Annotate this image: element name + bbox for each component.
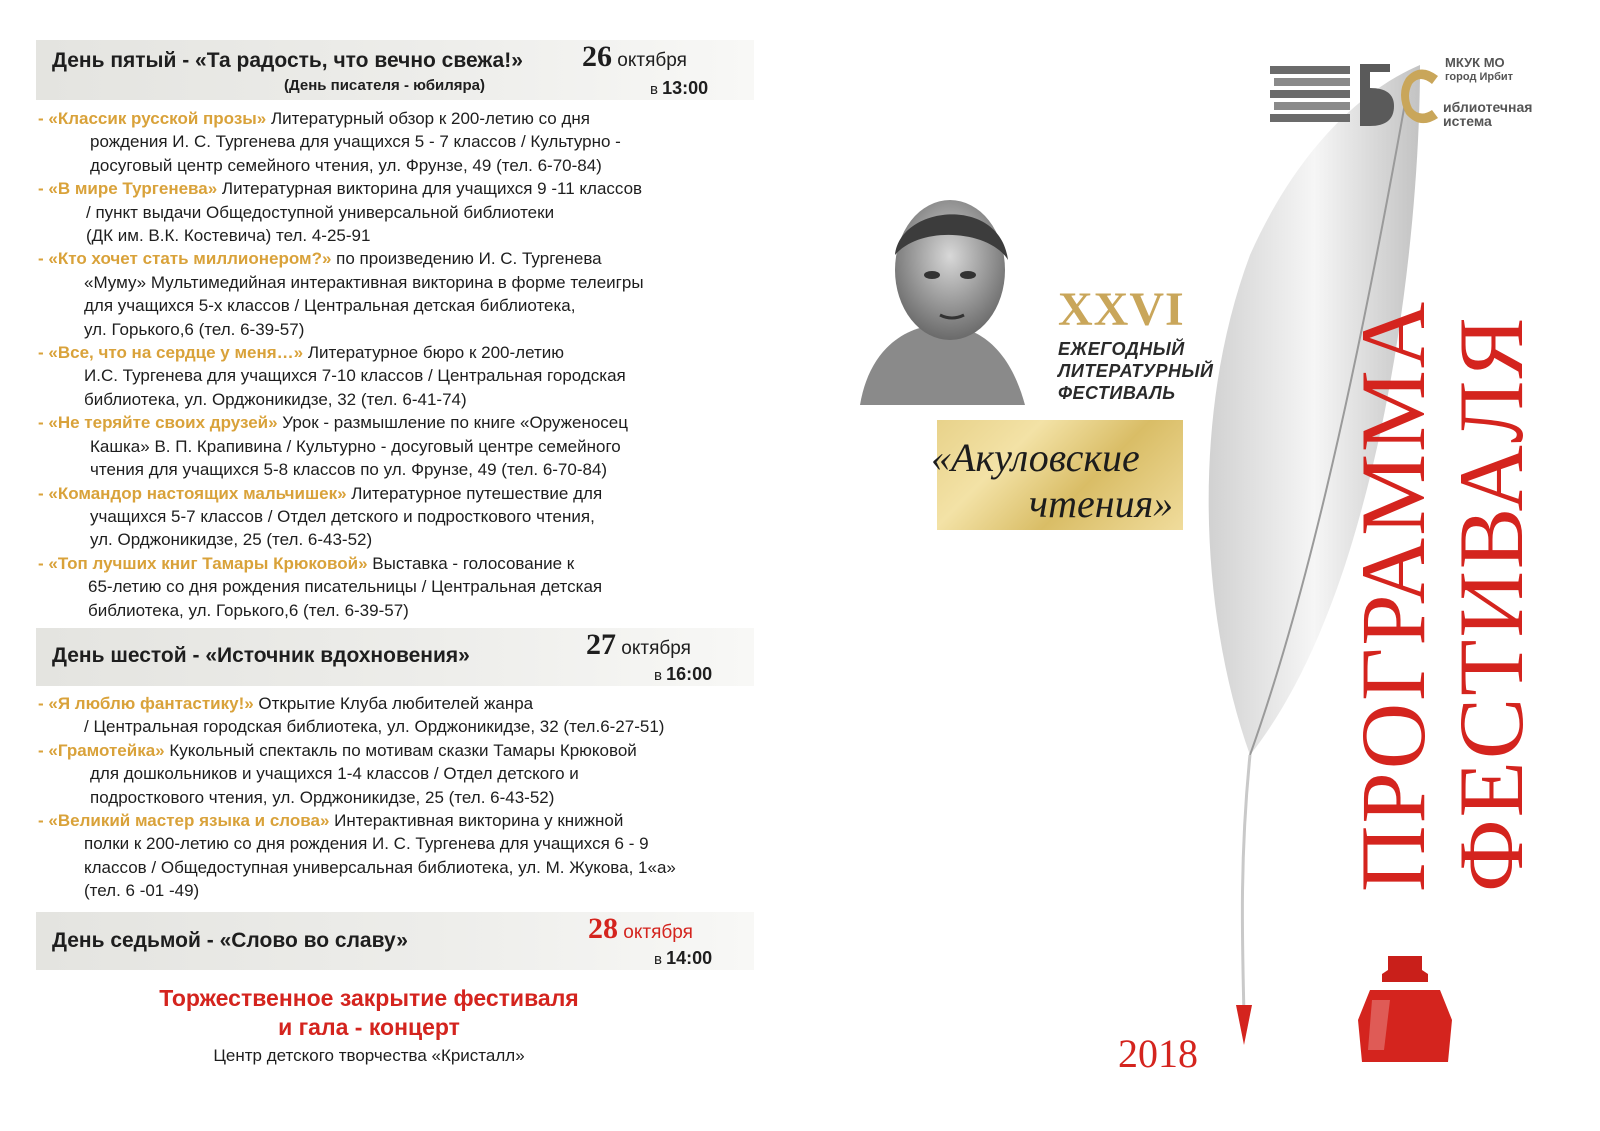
closing-venue: Центр детского творчества «Кристалл» — [213, 1046, 525, 1065]
day-five-header — [36, 40, 754, 100]
library-logo — [1270, 54, 1542, 134]
day-six-time — [654, 664, 712, 685]
logo-library-system — [1435, 100, 1532, 128]
event-description: Литературное путешествие для — [346, 483, 603, 503]
event-item — [38, 809, 758, 903]
day-six-title: День шестой - «Источник вдохновения» — [52, 644, 470, 667]
day-five-title: День пятый - «Та радость, что вечно свежа!» — [52, 49, 523, 72]
event-item — [38, 482, 758, 552]
event-details: / пункт выдачи Общедоступной универсальной библиотеки (ДК им. В.К. Костевича) тел. 4-25-91 — [86, 202, 555, 246]
event-description: Литературный обзор к 200-летию со дня — [266, 109, 590, 128]
event-details: И.С. Тургенева для учащихся 7-10 классов / Центральная городская библиотека, ул. Орджоникидзе, 32 (тел. 6-41-74) — [84, 366, 626, 409]
event-item — [38, 552, 758, 622]
festival-name-line-2: чтения» — [1029, 481, 1174, 526]
logo-organization — [1445, 56, 1513, 84]
day-seven-title: День седьмой - «Слово во славу» — [52, 929, 408, 952]
event-title: - «Великий мастер языка и слова» — [38, 811, 330, 831]
event-description: Урок - размышление по книге «Оруженосец — [277, 413, 628, 433]
event-details: / Центральная городская библиотека, ул. Орджоникидзе, 32 (тел.6-27-51) — [84, 717, 665, 737]
day-six-date — [586, 628, 691, 662]
vertical-title-festival: ФЕСТИВАЛЯ — [1440, 315, 1542, 892]
day-five-subtitle: (День писателя - юбиляра) — [284, 77, 485, 94]
event-description: Открытие Клуба любителей жанра — [253, 694, 534, 713]
festival-annual-label — [1058, 338, 1214, 404]
festival-number: XXVI — [1058, 283, 1185, 336]
event-title: - «Командор настоящих мальчишек» — [38, 483, 347, 503]
event-title: - «В мире Тургенева» — [38, 179, 218, 199]
logo-bib-line-2: истема — [1443, 113, 1492, 129]
event-details: Кашка» В. П. Крапивина / Культурно - досуговый центре семейного чтения для учащихся 5-8 классов по ул. Фрунзе, 49 (тел. 6-70-84) — [90, 436, 621, 480]
annual-line-1: ЕЖЕГОДНЫЙ — [1058, 339, 1185, 359]
annual-line-2: ЛИТЕРАТУРНЫЙ — [1058, 361, 1214, 381]
event-title: - «Все, что на сердце у меня…» — [38, 343, 304, 363]
day-five-time-prefix: в — [650, 81, 658, 98]
event-title: - «Кто хочет стать миллионером?» — [38, 249, 332, 269]
day-six-events — [38, 692, 758, 903]
day-six-time-value: 16:00 — [666, 664, 713, 684]
event-item — [38, 247, 758, 341]
vertical-title-program: ПРОГРАММА — [1342, 299, 1444, 892]
day-six-date-month: октября — [621, 638, 691, 659]
event-description: Кукольный спектакль по мотивам сказки Тамары Крюковой — [164, 740, 637, 760]
day-six-date-number: 27 — [586, 628, 616, 661]
festival-name-line-1: «Акуловские — [931, 435, 1140, 480]
festival-name-plate — [931, 420, 1183, 530]
day-seven-time-value: 14:00 — [666, 948, 713, 968]
event-description: по произведению И. С. Тургенева — [331, 249, 602, 269]
event-title: - «Я люблю фантастику!» — [38, 694, 254, 713]
day-five-date — [582, 40, 687, 74]
day-seven-date-month: октября — [623, 922, 693, 943]
day-five-events — [38, 107, 758, 622]
event-title: - «Не теряйте своих друзей» — [38, 413, 278, 433]
day-six-header — [36, 628, 754, 686]
event-details: рождения И. С. Тургенева для учащихся 5 - 7 классов / Культурно - досуговый центр семейного чтения, ул. Фрунзе, 49 (тел. 6-70-84) — [90, 132, 621, 175]
inkwell-icon — [1350, 950, 1460, 1070]
author-portrait-icon — [840, 175, 1040, 415]
event-item — [38, 411, 758, 481]
event-details: 65-летию со дня рождения писательницы / Центральная детская библиотека, ул. Горького,6 (тел. 6-39-57) — [88, 577, 603, 620]
annual-line-3: ФЕСТИВАЛЬ — [1058, 383, 1176, 403]
closing-title: Торжественное закрытие фестиваля — [159, 985, 579, 1011]
event-item — [38, 692, 758, 739]
festival-year: 2018 — [1118, 1031, 1198, 1076]
event-title: - «Грамотейка» — [38, 740, 165, 760]
event-description: Интерактивная викторина у книжной — [329, 811, 624, 831]
day-seven-time-prefix: в — [654, 951, 662, 968]
event-details: для дошкольников и учащихся 1-4 классов / Отдел детского и подросткового чтения, ул. Орджоникидзе, 25 (тел. 6-43-52) — [90, 764, 579, 807]
day-five-time-value: 13:00 — [662, 78, 709, 98]
closing-ceremony — [10, 984, 728, 1066]
logo-bib-line-1: иблиотечная — [1443, 99, 1533, 115]
event-title: - «Классик русской прозы» — [38, 109, 267, 128]
library-books-icon — [1270, 54, 1440, 134]
logo-org-line-1: МКУК МО — [1445, 55, 1505, 70]
day-five-date-number: 26 — [582, 40, 612, 73]
event-title: - «Топ лучших книг Тамары Крюковой» — [38, 553, 368, 573]
event-item — [38, 739, 758, 809]
event-description: Литературное бюро к 200-летию — [303, 343, 565, 363]
event-details: учащихся 5-7 классов / Отдел детского и подросткового чтения, ул. Орджоникидзе, 25 (тел. 6-43-52) — [90, 506, 595, 550]
day-seven-date-number: 28 — [588, 912, 618, 945]
event-item — [38, 177, 758, 247]
day-five-date-month: октября — [617, 50, 687, 71]
closing-subtitle: и гала - концерт — [278, 1014, 460, 1040]
cover-panel — [800, 0, 1600, 1131]
day-seven-date — [588, 912, 693, 946]
day-seven-time — [654, 948, 712, 969]
event-description: Литературная викторина для учащихся 9 -11 классов — [217, 179, 643, 199]
event-item — [38, 107, 758, 177]
day-five-time — [650, 78, 708, 99]
event-details: полки к 200-летию со дня рождения И. С. Тургенева для учащихся 6 - 9 классов / Общедоступная универсальная библиотека, ул. М. Жукова, 1«а» (тел. 6 -01 -49) — [84, 834, 676, 901]
logo-org-line-2: город Ирбит — [1445, 71, 1514, 83]
event-details: «Муму» Мультимедийная интерактивная викторина в форме телеигры для учащихся 5-х классов / Центральная детская библиотека, ул. Горького,6 (тел. 6-39-57) — [84, 272, 644, 339]
event-description: Выставка - голосование к — [367, 553, 575, 573]
day-six-time-prefix: в — [654, 667, 662, 684]
day-seven-header — [36, 912, 754, 970]
event-item — [38, 341, 758, 411]
